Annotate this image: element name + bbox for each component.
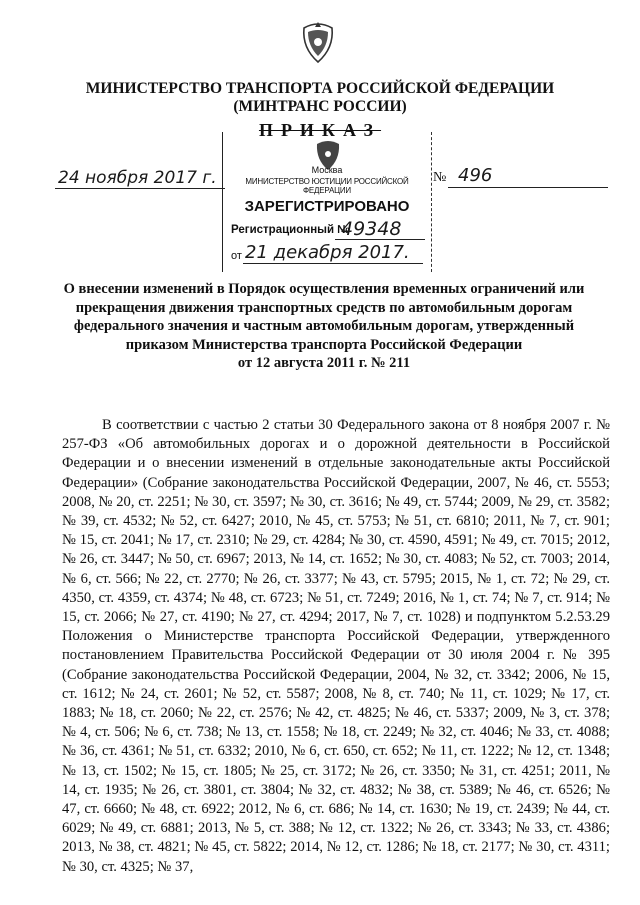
- stamp-city: Москва: [311, 165, 343, 175]
- stamp-reg-underline: [335, 239, 425, 240]
- subject-line: О внесении изменений в Порядок осуществления временных ограничений или: [63, 281, 585, 297]
- stamp-date-underline: [243, 263, 423, 264]
- subject-line: прекращения движения транспортных средств по автомобильным дорогам: [75, 299, 573, 316]
- stamp-reg-date: 21 декабря 2017.: [245, 242, 410, 263]
- ministry-short-name: (МИНТРАНС РОССИИ): [233, 98, 407, 115]
- order-subject: [40, 280, 608, 373]
- stamp-reg-label: Регистрационный №: [231, 224, 351, 236]
- registration-stamp: [222, 132, 432, 272]
- date-underline: [55, 188, 225, 189]
- number-underline: [448, 187, 608, 188]
- subject-line: от 12 августа 2011 г. № 211: [237, 355, 411, 371]
- ministry-name: МИНИСТЕРСТВО ТРАНСПОРТА РОССИЙСКОЙ ФЕДЕРАЦИИ: [85, 80, 555, 97]
- order-title: ПРИКАЗ: [258, 120, 382, 140]
- coat-of-arms-emblem: [298, 18, 338, 68]
- subject-line: федерального значения и частным автомобильным дорогам, утвержденный: [73, 318, 575, 334]
- body-paragraph: В соответствии с частью 2 статьи 30 Федерального закона от 8 ноября 2007 г. № 257-ФЗ «Об автомобильных дорогах и о дорожной деятельности в Российской Федерации и о внесении изменений в отдельные законодательные акты Российской Федерации» (Собрание законодательства Российской Федерации, 2007, № 46, ст. 5553; 2008, № 20, ст. 2251; № 30, ст. 3597; № 30, ст. 3616; № 49, ст. 5744; 2009, № 29, ст. 3582; № 39, ст. 4532; № 52, ст. 6427; 2010, № 45, ст. 5753; № 51, ст. 6810; 2011, № 7, ст. 901; № 15, ст. 2041; № 17, ст. 2310; № 29, ст. 4284; № 30, ст. 4590, 4591; № 49, ст. 7015; 2012, № 26, ст. 3447; № 50, ст. 6967; 2013, № 14, ст. 1652; № 30, ст. 4083; № 52, ст. 7003; 2014, № 6, ст. 566; № 22, ст. 2770; № 26, ст. 3377; № 43, ст. 5795; 2015, № 1, ст. 72; № 29, ст. 4350, ст. 4359, ст. 4374; № 48, ст. 6723; № 51, ст. 7249; 2016, № 1, ст. 74; № 7, ст. 914; № 15, ст. 2066; № 27, ст. 4190; № 27, ст. 4294; 2017, № 7, ст. 1028) и подпунктом 5.2.53.29 Положения о Министерстве транспорта Российской Федерации, утвержденного постановлением Правительства Российской Федерации от 30 июля 2004 г. № 395 (Собрание законодательства Российской Федерации, 2004, № 32, ст. 3342; 2006, № 15, ст. 1612; № 24, ст. 2601; № 52, ст. 5587; 2008, № 8, ст. 740; № 11, ст. 1029; № 17, ст. 1883; № 18, ст. 2060; № 22, ст. 2576; № 42, ст. 4825; № 46, ст. 5337; 2009, № 3, ст. 378; № 4, ст. 506; № 6, ст. 738; № 13, ст. 1558; № 18, ст. 2249; № 32, ст. 4046; № 33, ст. 4088; № 36, ст. 4361; № 51, ст. 6332; 2010, № 6, ст. 650, ст. 652; № 11, ст. 1222; № 12, ст. 1348; № 13, ст. 1502; № 15, ст. 1805; № 25, ст. 3172; № 26, ст. 3350; № 31, ст. 4251; 2011, № 14, ст. 1935; № 26, ст. 3801, ст. 3804; № 32, ст. 4832; № 38, ст. 5389; № 46, ст. 6526; № 47, ст. 6660; № 48, ст. 6922; 2012, № 6, ст. 686; № 14, ст. 1630; № 19, ст. 2439; № 44, ст. 6029; № 49, ст. 6881; 2013, № 5, ст. 388; № 12, ст. 1322; № 26, ст. 3343; № 33, ст. 4386; 2013, № 38, ст. 4821; № 45, ст. 5822; 2014, № 12, ст. 1286; № 18, ст. 2177; № 30, ст. 4311; № 30, ст. 4325; № 37,: [62, 417, 610, 875]
- stamp-from-label: от: [231, 250, 242, 262]
- stamp-registered: ЗАРЕГИСТРИРОВАНО: [244, 198, 410, 215]
- order-date: 24 ноября 2017 г.: [58, 168, 217, 188]
- stamp-ministry: МИНИСТЕРСТВО ЮСТИЦИИ РОССИЙСКОЙ ФЕДЕРАЦИИ: [245, 177, 409, 195]
- order-number: 496: [458, 165, 493, 186]
- order-number-label: №: [433, 170, 447, 185]
- stamp-reg-number: 49348: [341, 218, 402, 240]
- subject-line: приказом Министерства транспорта Российской Федерации: [125, 336, 523, 353]
